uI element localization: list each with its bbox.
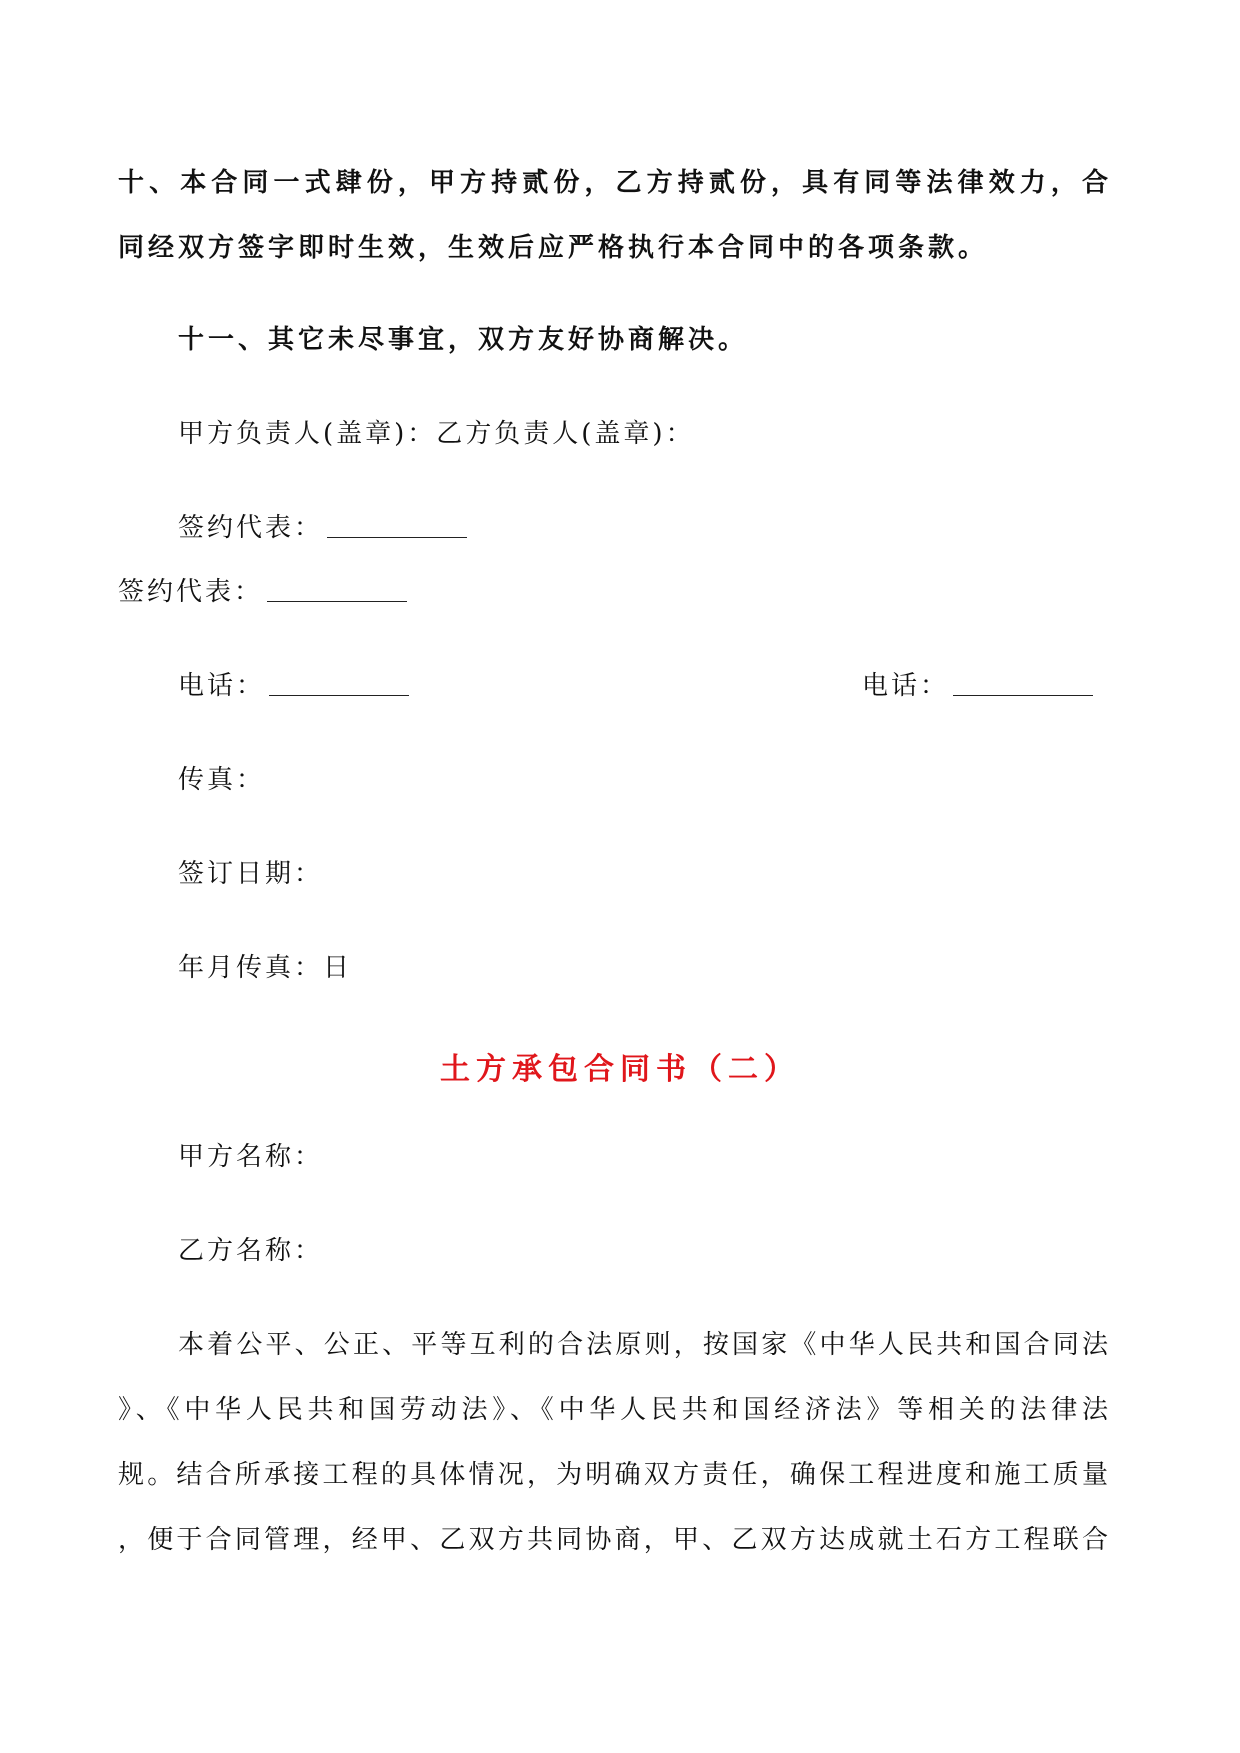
sign-date-label: 签订日期：	[178, 859, 324, 889]
fax-label: 传真：	[178, 765, 266, 795]
intro-line-2: 》、《中华人民共和国劳动法》、《中华人民共和国经济法》等相关的法律法	[118, 1395, 1108, 1425]
clause-ten-line-1: 十、本合同一式肆份，甲方持贰份，乙方持贰份，具有同等法律效力，合	[118, 168, 1108, 198]
date-fax-line: 年月传真：日	[178, 953, 353, 983]
party-a-name-label: 甲方名称：	[178, 1142, 324, 1172]
phone-a-label: 电话：	[178, 671, 266, 701]
clause-eleven: 十一、其它未尽事宜，双方友好协商解决。	[178, 325, 749, 355]
signing-rep-a	[178, 510, 467, 546]
party-b-name-label: 乙方名称：	[178, 1236, 324, 1266]
signing-rep-a-blank	[327, 513, 467, 538]
phone-b	[862, 668, 1093, 704]
phone-a	[178, 668, 409, 704]
phone-a-blank	[269, 671, 409, 696]
signing-rep-b-blank	[267, 577, 407, 602]
intro-line-4: ，便于合同管理，经甲、乙双方共同协商，甲、乙双方达成就土石方工程联合	[118, 1525, 1108, 1555]
signing-rep-a-label: 签约代表：	[178, 513, 324, 543]
signing-rep-b	[118, 574, 407, 610]
responsible-seal-line: 甲方负责人(盖章)：乙方负责人(盖章)：	[178, 419, 695, 449]
intro-line-1: 本着公平、公正、平等互利的合法原则，按国家《中华人民共和国合同法	[178, 1330, 1108, 1360]
signing-rep-b-label: 签约代表：	[118, 577, 264, 607]
intro-line-3: 规。结合所承接工程的具体情况，为明确双方责任，确保工程进度和施工质量	[118, 1460, 1108, 1490]
phone-b-blank	[953, 671, 1093, 696]
contract-two-title: 土方承包合同书（二）	[440, 1052, 800, 1087]
clause-ten-line-2: 同经双方签字即时生效，生效后应严格执行本合同中的各项条款。	[118, 233, 989, 263]
phone-b-label: 电话：	[862, 671, 950, 701]
